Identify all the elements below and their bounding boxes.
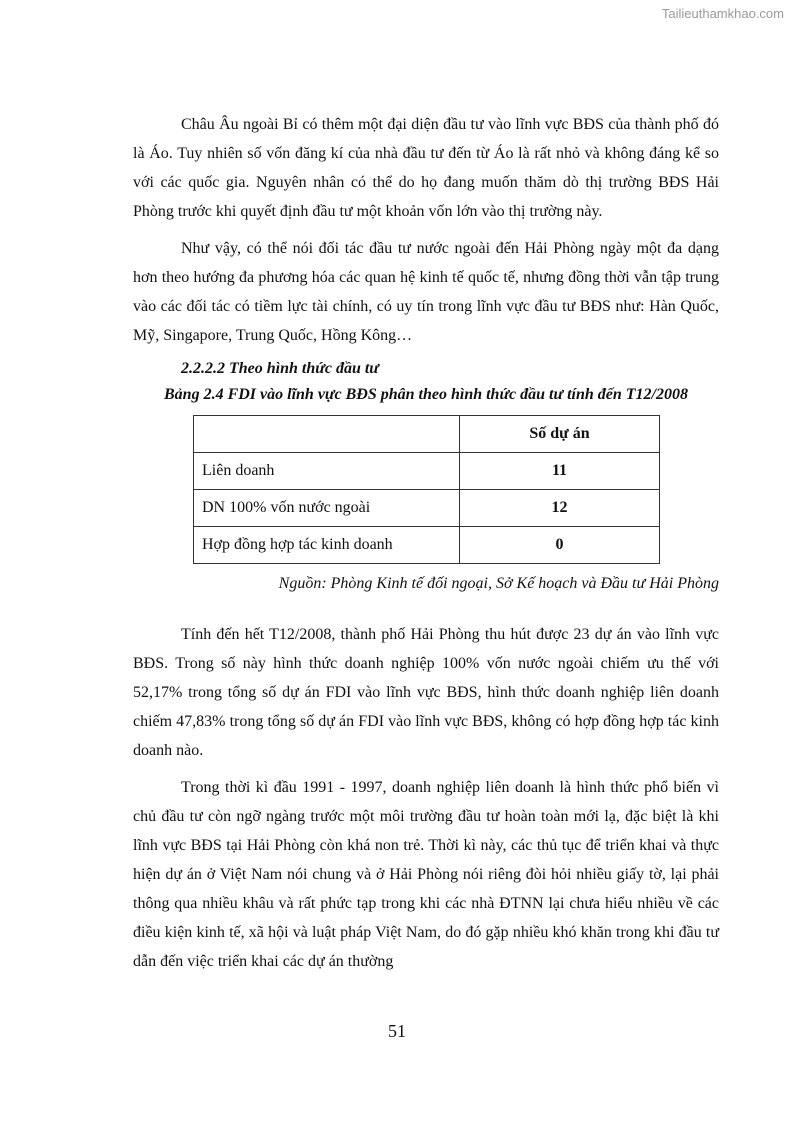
fdi-table: [193, 415, 660, 564]
watermark: Tailieuthamkhao.com: [661, 6, 784, 21]
table-header-row: [194, 416, 660, 453]
table-source: Nguồn: Phòng Kinh tế đối ngoại, Sở Kế hoạch và Đầu tư Hải Phòng: [278, 575, 719, 592]
paragraph: Như vậy, có thể nói đối tác đầu tư nước ngoài đến Hải Phòng ngày một đa dạng hơn theo hướng đa phương hóa các quan hệ kinh tế quốc tế, nhưng đồng thời vẫn tập trung vào các đối tác có tiềm lực tài chính, có uy tín trong lĩnh vực đầu tư BĐS như: Hàn Quốc, Mỹ, Singapore, Trung Quốc, Hồng Kông…: [133, 240, 719, 344]
table-cell-value: 12: [460, 490, 660, 527]
table-row: [194, 490, 660, 527]
body-after-table: [133, 620, 719, 976]
table-row: [194, 527, 660, 564]
table-cell-value: 11: [460, 453, 660, 490]
table-header-cell: Số dự án: [460, 416, 660, 453]
section-subheading: 2.2.2.2 Theo hình thức đầu tư: [181, 360, 379, 377]
paragraph: Châu Âu ngoài Bỉ có thêm một đại diện đầu tư vào lĩnh vực BĐS của thành phố đó là Áo. Tuy nhiên số vốn đăng kí của nhà đầu tư đến từ Áo là rất nhỏ và không đáng kể so với các quốc gia. Nguyên nhân có thể do họ đang muốn thăm dò thị trường BĐS Hải Phòng trước khi quyết định đầu tư một khoản vốn lớn vào thị trường này.: [133, 116, 719, 220]
table-cell-value: 0: [460, 527, 660, 564]
table-row: [194, 453, 660, 490]
page-content: [133, 110, 719, 984]
table-cell-label: Hợp đồng hợp tác kinh doanh: [194, 527, 460, 564]
table-caption: Bảng 2.4 FDI vào lĩnh vực BĐS phân theo hình thức đầu tư tính đến T12/2008: [164, 386, 688, 403]
table-cell-label: Liên doanh: [194, 453, 460, 490]
table-cell-label: DN 100% vốn nước ngoài: [194, 490, 460, 527]
page-number: 51: [388, 1021, 406, 1041]
table-header-cell: [194, 416, 460, 453]
paragraph: Trong thời kì đầu 1991 - 1997, doanh nghiệp liên doanh là hình thức phổ biến vì chủ đầu tư còn ngỡ ngàng trước một môi trường đầu tư hoàn toàn mới lạ, đặc biệt là khi lĩnh vực BĐS tại Hải Phòng còn khá non trẻ. Thời kì này, các thủ tục để triển khai và thực hiện dự án ở Việt Nam nói chung và ở Hải Phòng nói riêng đòi hỏi nhiều giấy tờ, lại phải thông qua nhiều khâu và rất phức tạp trong khi các nhà ĐTNN lại chưa hiểu nhiều về các điều kiện kinh tế, xã hội và luật pháp Việt Nam, do đó gặp nhiều khó khăn trong khi đầu tư dẫn đến việc triển khai các dự án thường: [133, 779, 719, 970]
paragraph: Tính đến hết T12/2008, thành phố Hải Phòng thu hút được 23 dự án vào lĩnh vực BĐS. Trong số này hình thức doanh nghiệp 100% vốn nước ngoài chiếm ưu thế với 52,17% trong tổng số dự án FDI vào lĩnh vực BĐS, hình thức doanh nghiệp liên doanh chiếm 47,83% trong tổng số dự án FDI vào lĩnh vực BĐS, không có hợp đồng hợp tác kinh doanh nào.: [133, 626, 719, 759]
